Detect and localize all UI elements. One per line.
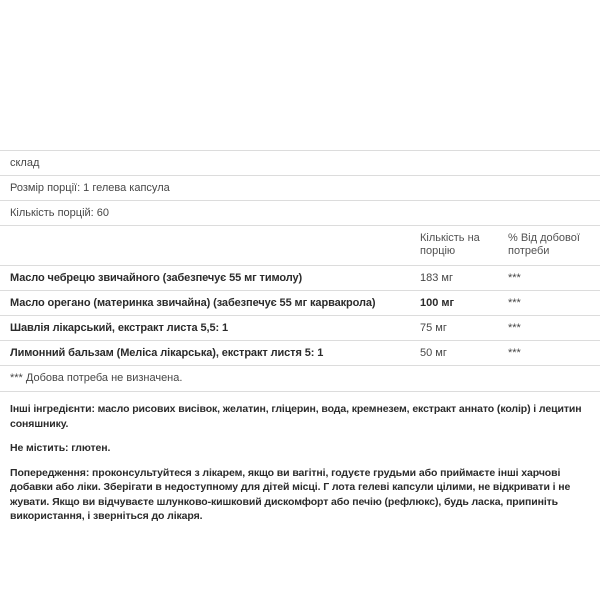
section-title: склад (10, 157, 40, 169)
ingredient-name: Масло орегано (материнка звичайна) (забезпечує 55 мг карвакрола) (10, 297, 376, 309)
table-header-row (0, 225, 600, 265)
ingredient-name: Масло чебрецю звичайного (забезпечує 55 мг тимолу) (10, 272, 303, 284)
supplement-facts-panel (0, 150, 600, 524)
ingredient-row (0, 290, 600, 315)
ingredient-row (0, 315, 600, 340)
ingredient-amount: 100 мг (420, 297, 455, 309)
ingredient-name: Шавлія лікарський, екстракт листа 5,5: 1 (10, 322, 229, 334)
ingredient-amount: 75 мг (420, 322, 447, 334)
ingredient-amount: 50 мг (420, 347, 447, 359)
ingredient-daily-value: *** (508, 272, 521, 284)
daily-value-footnote: *** Добова потреба не визначена. (0, 365, 600, 392)
serving-size-text: Розмір порції: 1 гелева капсула (10, 182, 170, 194)
serving-size-row (0, 175, 600, 200)
other-ingredients-text: Інші інгредієнти: масло рисових висівок, желатин, гліцерин, вода, кремнезем, екстракт аннато (колір) і лецитин соняшнику. (10, 403, 582, 430)
warning-text: Попередження: проконсультуйтеся з лікарем, якщо ви вагітні, годуєте грудьми або приймаєте інші харчові добавки або ліки. Зберігати в недоступному для дітей місці. Г лота гелеві капсули цілими, не відкривати і не жувати. Якщо ви відчуваєте шлунково-кишковий дискомфорт або печію (рефлюкс), будь ласка, припиніть використання, і зверніться до лікаря. (10, 466, 571, 522)
ingredient-row (0, 265, 600, 290)
daily-value-header: % Від добової потреби (508, 232, 580, 257)
servings-count-row (0, 200, 600, 225)
section-title-row (0, 150, 600, 175)
servings-count-text: Кількість порцій: 60 (10, 207, 110, 219)
ingredient-daily-value: *** (508, 297, 521, 309)
amount-per-serving-header: Кількість на порцію (420, 232, 480, 257)
does-not-contain-text: Не містить: глютен. (10, 442, 111, 454)
ingredient-daily-value: *** (508, 347, 521, 359)
ingredient-daily-value: *** (508, 322, 521, 334)
ingredient-row (0, 340, 600, 365)
ingredient-amount: 183 мг (420, 272, 453, 284)
ingredient-name: Лимонний бальзам (Меліса лікарська), екстракт листя 5: 1 (10, 347, 324, 359)
